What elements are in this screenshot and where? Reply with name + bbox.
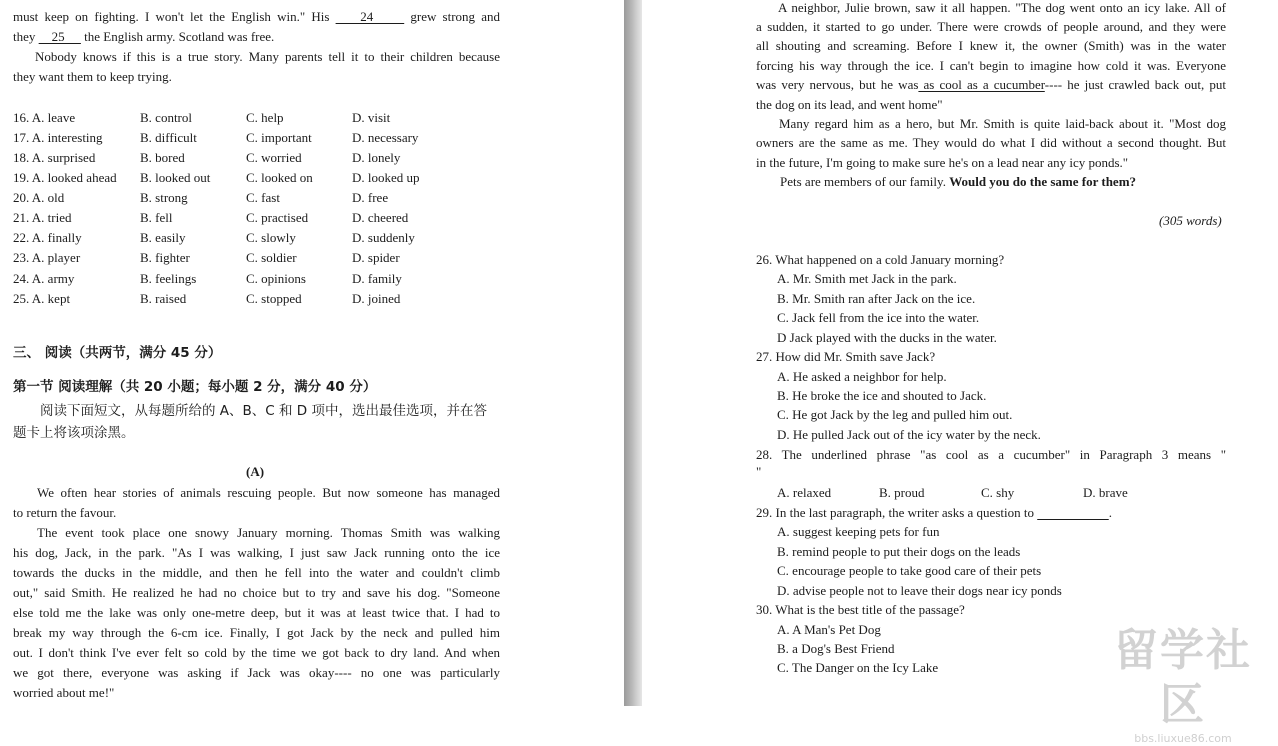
option-18-c: C. worried bbox=[246, 150, 302, 165]
q27-option-d: D. He pulled Jack out of the icy water by the neck. bbox=[777, 427, 1041, 442]
instruction-line-2: 题卡上将该项涂黑。 bbox=[13, 425, 135, 441]
para-line-2: they want them to keep trying. bbox=[13, 69, 172, 84]
option-22-d: D. suddenly bbox=[352, 230, 415, 245]
r-passage-line-3: all shouting and screaming. Before I knew it, the owner (Smith) was in the water bbox=[756, 38, 1226, 53]
option-19-c: C. looked on bbox=[246, 170, 313, 185]
question-27: 27. How did Mr. Smith save Jack? bbox=[756, 349, 936, 364]
q29-option-c: C. encourage people to take good care of their pets bbox=[777, 563, 1042, 578]
option-18-a: 18. A. surprised bbox=[13, 150, 96, 165]
option-19-d: D. looked up bbox=[352, 170, 420, 185]
passage-line-9: out. I don't think I've ever felt so cold by the time we got back to dry land. And when bbox=[13, 645, 500, 660]
q28-option-b: B. proud bbox=[879, 485, 925, 500]
q27-option-a: A. He asked a neighbor for help. bbox=[777, 369, 947, 384]
passage-line-4: his dog, Jack, in the park. "As I was walking, I just saw Jack running onto the ice bbox=[13, 545, 500, 560]
option-20-c: C. fast bbox=[246, 190, 280, 205]
q26-option-d: D Jack played with the ducks in the water. bbox=[777, 330, 997, 345]
r-passage-line-9: in the future, I'm going to make sure he's on a lead near any icy ponds." bbox=[756, 155, 1129, 170]
option-17-b: B. difficult bbox=[140, 130, 197, 145]
q30-option-a: A. A Man's Pet Dog bbox=[777, 622, 881, 637]
option-24-c: C. opinions bbox=[246, 271, 306, 286]
word-count: (305 words) bbox=[1159, 213, 1222, 228]
q28-option-c: C. shy bbox=[981, 485, 1015, 500]
subsection-title: 第一节 阅读理解（共 20 小题；每小题 2 分，满分 40 分） bbox=[13, 379, 377, 395]
q27-option-c: C. He got Jack by the leg and pulled him out. bbox=[777, 407, 1013, 422]
instruction-line-1: 阅读下面短文，从每题所给的 A、B、C 和 D 项中，选出最佳选项，并在答 bbox=[40, 403, 487, 419]
intro-line-2: they 25 the English army. Scotland was free. bbox=[13, 29, 275, 44]
option-17-d: D. necessary bbox=[352, 130, 419, 145]
question-30: 30. What is the best title of the passage? bbox=[756, 602, 965, 617]
option-20-b: B. strong bbox=[140, 190, 188, 205]
passage-line-5: towards the ducks in the middle, and then he fell into the water and couldn't climb bbox=[13, 565, 500, 580]
r-passage-line-4: forcing his way through the ice. I can't begin to imagine how cold it was. Everyone bbox=[756, 58, 1226, 73]
option-22-a: 22. A. finally bbox=[13, 230, 82, 245]
r-passage-line-6: the dog on its lead, and went home" bbox=[756, 97, 943, 112]
option-18-d: D. lonely bbox=[352, 150, 401, 165]
r-passage-line-1: A neighbor, Julie brown, saw it all happen. "The dog went onto an icy lake. All of bbox=[778, 0, 1226, 15]
option-21-b: B. fell bbox=[140, 210, 173, 225]
right-page bbox=[642, 0, 1278, 706]
question-26: 26. What happened on a cold January morning? bbox=[756, 252, 1005, 267]
r-passage-line-8: owners are the same as me. They would do what I did without a second thought. But bbox=[756, 135, 1226, 150]
section-title: 三、 阅读（共两节，满分 45 分） bbox=[13, 345, 222, 361]
question-28-end: " bbox=[756, 464, 762, 479]
option-23-d: D. spider bbox=[352, 250, 400, 265]
option-18-b: B. bored bbox=[140, 150, 185, 165]
option-19-b: B. looked out bbox=[140, 170, 211, 185]
option-23-c: C. soldier bbox=[246, 250, 297, 265]
option-17-a: 17. A. interesting bbox=[13, 130, 103, 145]
option-23-b: B. fighter bbox=[140, 250, 190, 265]
option-25-b: B. raised bbox=[140, 291, 187, 306]
question-28: 28. The underlined phrase "as cool as a cucumber" in Paragraph 3 means " bbox=[756, 447, 1226, 462]
q29-option-d: D. advise people not to leave their dogs near icy ponds bbox=[777, 583, 1062, 598]
passage-line-6: out," said Smith. He realized he had no choice but to try and save his dog. "Someone bbox=[13, 585, 500, 600]
watermark-logo-text: 留学社区 bbox=[1114, 625, 1252, 730]
option-21-c: C. practised bbox=[246, 210, 309, 225]
option-22-c: C. slowly bbox=[246, 230, 296, 245]
passage-line-1: We often hear stories of animals rescuing people. But now someone has managed bbox=[37, 485, 500, 500]
option-25-c: C. stopped bbox=[246, 291, 302, 306]
q26-option-a: A. Mr. Smith met Jack in the park. bbox=[777, 271, 957, 286]
option-19-a: 19. A. looked ahead bbox=[13, 170, 117, 185]
option-17-c: C. important bbox=[246, 130, 312, 145]
passage-line-8: break my way through the 6-cm ice. Finally, I got Jack by the neck and pulled him bbox=[13, 625, 500, 640]
passage-line-11: worried about me!" bbox=[13, 685, 115, 700]
option-16-b: B. control bbox=[140, 110, 192, 125]
para-line-1: Nobody knows if this is a true story. Many parents tell it to their children because bbox=[35, 49, 500, 64]
blank-24: 24 bbox=[335, 9, 405, 24]
q29-blank bbox=[1037, 505, 1109, 520]
left-page bbox=[0, 0, 624, 706]
option-16-a: 16. A. leave bbox=[13, 110, 76, 125]
option-20-a: 20. A. old bbox=[13, 190, 65, 205]
page-gutter bbox=[624, 0, 642, 706]
watermark-url: bbs.liuxue86.com bbox=[1134, 732, 1232, 745]
option-21-a: 21. A. tried bbox=[13, 210, 72, 225]
option-21-d: D. cheered bbox=[352, 210, 409, 225]
option-24-d: D. family bbox=[352, 271, 402, 286]
option-16-c: C. help bbox=[246, 110, 284, 125]
r-passage-line-7: Many regard him as a hero, but Mr. Smith is quite laid-back about it. "Most dog bbox=[779, 116, 1226, 131]
r-passage-line-2: a sudden, it started to go under. There were crowds of people around, and they were bbox=[756, 19, 1226, 34]
option-24-a: 24. A. army bbox=[13, 271, 75, 286]
q30-option-c: C. The Danger on the Icy Lake bbox=[777, 660, 939, 675]
passage-line-7: else told me the lake was only one-metre deep, but it was at least twice that. I had to bbox=[13, 605, 500, 620]
option-25-d: D. joined bbox=[352, 291, 401, 306]
q28-option-d: D. brave bbox=[1083, 485, 1128, 500]
r-passage-line-5: was very nervous, but he was as cool as a cucumber---- he just crawled back out, put bbox=[756, 77, 1226, 92]
q29-option-a: A. suggest keeping pets for fun bbox=[777, 524, 940, 539]
option-16-d: D. visit bbox=[352, 110, 391, 125]
site-watermark bbox=[1098, 624, 1268, 745]
passage-line-2: to return the favour. bbox=[13, 505, 117, 520]
r-passage-final-line: Pets are members of our family. Would you do the same for them? bbox=[780, 174, 1137, 189]
q29-option-b: B. remind people to put their dogs on the leads bbox=[777, 544, 1021, 559]
question-29: 29. In the last paragraph, the writer asks a question to . bbox=[756, 505, 1112, 520]
option-25-a: 25. A. kept bbox=[13, 291, 71, 306]
q26-option-c: C. Jack fell from the ice into the water. bbox=[777, 310, 980, 325]
blank-25: 25 bbox=[38, 29, 81, 44]
passage-label: (A) bbox=[246, 464, 265, 479]
option-23-a: 23. A. player bbox=[13, 250, 81, 265]
option-20-d: D. free bbox=[352, 190, 389, 205]
option-24-b: B. feelings bbox=[140, 271, 197, 286]
passage-line-10: we got there, everyone was asking if Jack was okay---- no one was particularly bbox=[13, 665, 500, 680]
q30-option-b: B. a Dog's Best Friend bbox=[777, 641, 895, 656]
passage-line-3: The event took place one snowy January morning. Thomas Smith was walking bbox=[37, 525, 500, 540]
option-22-b: B. easily bbox=[140, 230, 186, 245]
final-question: Would you do the same for them? bbox=[949, 174, 1137, 189]
q28-option-a: A. relaxed bbox=[777, 485, 832, 500]
q27-option-b: B. He broke the ice and shouted to Jack. bbox=[777, 388, 987, 403]
underlined-phrase: as cool as a cucumber bbox=[918, 77, 1045, 92]
q26-option-b: B. Mr. Smith ran after Jack on the ice. bbox=[777, 291, 976, 306]
intro-line-1: must keep on fighting. I won't let the English win." His 24 grew strong and bbox=[13, 9, 500, 24]
